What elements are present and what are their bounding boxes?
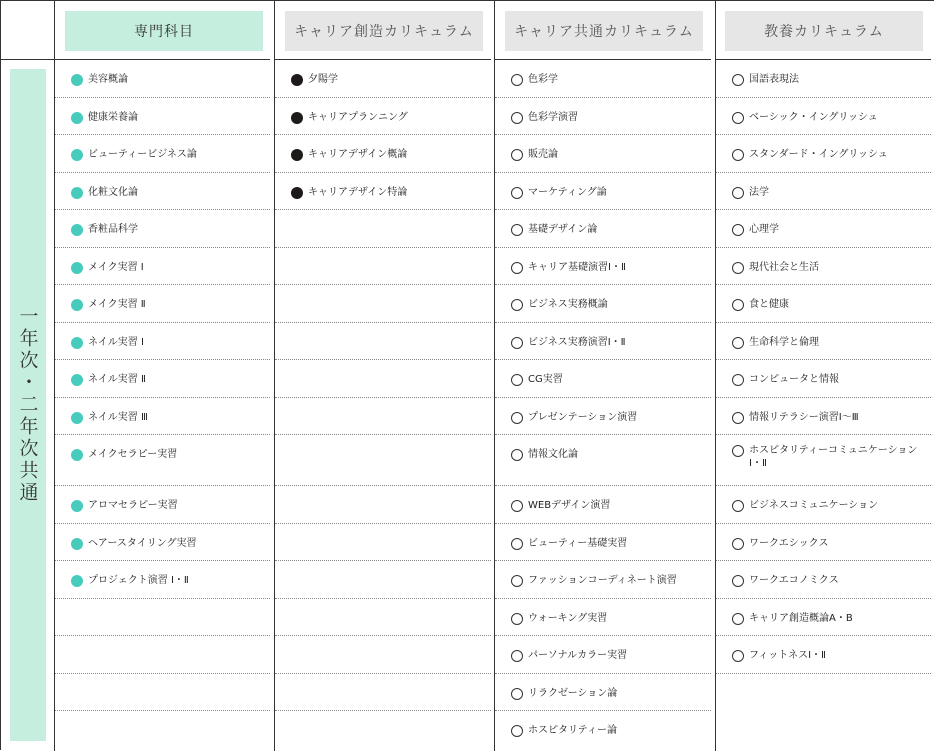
filled-circle-icon xyxy=(71,500,83,512)
item-label: パーソナルカラー実習 xyxy=(528,650,628,661)
circle-outline-icon xyxy=(511,575,523,587)
filled-circle-icon xyxy=(71,538,83,550)
empty-row xyxy=(275,435,491,486)
circle-outline-icon xyxy=(511,412,523,424)
list-item xyxy=(55,360,270,398)
list-item xyxy=(716,210,931,248)
item-label: ヘアースタイリング実習 xyxy=(88,538,197,549)
item-label: メイク実習 Ⅱ xyxy=(88,299,146,310)
circle-outline-icon xyxy=(511,224,523,236)
list-item xyxy=(716,636,931,674)
list-item xyxy=(716,524,931,561)
circle-outline-icon xyxy=(511,262,523,274)
item-label: キャリアデザイン特論 xyxy=(308,187,408,198)
list-item xyxy=(55,173,270,210)
circle-outline-icon xyxy=(511,337,523,349)
list-item xyxy=(716,599,931,636)
list-item xyxy=(495,636,711,674)
filled-circle-icon xyxy=(71,449,83,461)
list-item xyxy=(716,285,931,323)
filled-circle-icon xyxy=(71,262,83,274)
item-label: ビジネス実務演習Ⅰ・Ⅱ xyxy=(528,337,626,348)
circle-outline-icon xyxy=(511,374,523,386)
item-label: 色彩学演習 xyxy=(528,112,578,123)
circle-outline-icon xyxy=(511,538,523,550)
item-label: マーケティング論 xyxy=(528,187,607,198)
item-label: アロマセラピー実習 xyxy=(88,500,178,511)
item-label: プロジェクト演習 Ⅰ・Ⅱ xyxy=(88,575,189,586)
empty-row xyxy=(55,636,270,674)
list-item xyxy=(495,398,711,435)
item-label: 色彩学 xyxy=(528,74,558,85)
list-item xyxy=(716,398,931,435)
item-label: ウォーキング実習 xyxy=(528,613,608,624)
circle-outline-icon xyxy=(511,187,523,199)
list-item xyxy=(716,98,931,135)
item-label: ビューティービジネス論 xyxy=(88,149,197,160)
item-label: キャリアデザイン概論 xyxy=(308,149,408,160)
list-item xyxy=(55,285,270,323)
item-label: 心理学 xyxy=(749,224,779,235)
list-item xyxy=(275,98,491,135)
list-item xyxy=(716,323,931,360)
filled-circle-icon xyxy=(71,74,83,86)
item-label: 食と健康 xyxy=(749,299,789,310)
empty-row xyxy=(275,398,491,435)
item-label: 夕陽学 xyxy=(308,74,338,85)
table-corner xyxy=(1,1,54,59)
circle-outline-icon xyxy=(732,187,744,199)
circle-outline-icon xyxy=(732,74,744,86)
list-item xyxy=(716,360,931,398)
item-label: ホスピタリティー論 xyxy=(528,725,617,736)
circle-outline-icon xyxy=(732,112,744,124)
item-label: ファッションコーディネート演習 xyxy=(528,575,677,586)
empty-row xyxy=(275,210,491,248)
item-label: WEBデザイン演習 xyxy=(528,500,611,511)
list-item xyxy=(55,210,270,248)
item-label: フィットネスⅠ・Ⅱ xyxy=(749,650,826,661)
list-item xyxy=(275,60,491,98)
circle-outline-icon xyxy=(732,299,744,311)
item-label: ネイル実習 Ⅲ xyxy=(88,412,148,423)
list-item xyxy=(495,674,711,711)
empty-row xyxy=(275,486,491,524)
corner-divider xyxy=(1,59,55,60)
circle-outline-icon xyxy=(732,149,744,161)
filled-circle-icon xyxy=(71,149,83,161)
item-label: 健康栄養論 xyxy=(88,112,138,123)
circle-outline-icon xyxy=(732,500,744,512)
circle-outline-icon xyxy=(732,445,744,457)
filled-circle-icon xyxy=(71,224,83,236)
item-label: スタンダード・イングリッシュ xyxy=(749,149,888,160)
circle-outline-icon xyxy=(732,262,744,274)
filled-circle-icon xyxy=(291,149,303,161)
item-label: 情報リテラシー演習Ⅰ〜Ⅲ xyxy=(749,412,859,423)
filled-circle-icon xyxy=(291,112,303,124)
item-label: メイク実習 Ⅰ xyxy=(88,262,144,273)
list-item xyxy=(716,135,931,173)
empty-row xyxy=(55,674,270,711)
empty-row xyxy=(275,524,491,561)
item-label: プレゼンテーション演習 xyxy=(528,412,638,423)
column-senmon xyxy=(55,60,270,711)
empty-row xyxy=(275,285,491,323)
column-career-souzou xyxy=(275,60,491,711)
circle-outline-icon xyxy=(511,74,523,86)
list-item xyxy=(495,360,711,398)
header-career-kyoutsu: キャリア共通カリキュラム xyxy=(505,11,703,51)
list-item xyxy=(495,561,711,599)
list-item xyxy=(55,524,270,561)
list-item xyxy=(275,173,491,210)
circle-outline-icon xyxy=(732,650,744,662)
circle-outline-icon xyxy=(732,613,744,625)
item-label: コンピュータと情報 xyxy=(749,374,839,385)
list-item xyxy=(716,435,931,486)
list-item xyxy=(55,98,270,135)
item-label: 香粧品科学 xyxy=(88,224,138,235)
empty-row xyxy=(275,248,491,285)
filled-circle-icon xyxy=(71,575,83,587)
filled-circle-icon xyxy=(71,299,83,311)
list-item xyxy=(495,173,711,210)
empty-row xyxy=(275,323,491,360)
list-item xyxy=(495,98,711,135)
filled-circle-icon xyxy=(291,187,303,199)
item-label: ネイル実習 Ⅱ xyxy=(88,374,146,385)
header-career-souzou: キャリア創造カリキュラム xyxy=(285,11,483,51)
circle-outline-icon xyxy=(511,688,523,700)
circle-outline-icon xyxy=(732,575,744,587)
empty-row xyxy=(275,561,491,599)
circle-outline-icon xyxy=(511,449,523,461)
list-item xyxy=(716,486,931,524)
circle-outline-icon xyxy=(732,412,744,424)
item-label: CG実習 xyxy=(528,374,563,385)
item-label: ホスピタリティーコミュニケーションⅠ・Ⅱ xyxy=(749,445,918,469)
list-item xyxy=(495,435,711,486)
list-item xyxy=(55,60,270,98)
item-label: ベーシック・イングリッシュ xyxy=(749,112,878,123)
list-item xyxy=(55,135,270,173)
list-item xyxy=(495,711,711,751)
list-item xyxy=(716,561,931,599)
item-label: 販売論 xyxy=(528,149,558,160)
empty-row xyxy=(55,599,270,636)
circle-outline-icon xyxy=(732,374,744,386)
item-label: ネイル実習 Ⅰ xyxy=(88,337,144,348)
empty-row xyxy=(275,360,491,398)
circle-outline-icon xyxy=(511,149,523,161)
list-item xyxy=(495,524,711,561)
item-label: ビューティー基礎実習 xyxy=(528,538,628,549)
filled-circle-icon xyxy=(71,412,83,424)
list-item xyxy=(716,248,931,285)
column-kyouyou xyxy=(716,60,931,674)
item-label: 法学 xyxy=(749,187,769,198)
item-label: 化粧文化論 xyxy=(88,187,138,198)
circle-outline-icon xyxy=(511,725,523,737)
circle-outline-icon xyxy=(511,613,523,625)
circle-outline-icon xyxy=(511,112,523,124)
empty-row xyxy=(275,636,491,674)
empty-row xyxy=(275,599,491,636)
item-label: キャリアプランニング xyxy=(308,112,408,123)
list-item xyxy=(495,210,711,248)
list-item xyxy=(55,561,270,599)
item-label: ビジネスコミュニケーション xyxy=(749,500,879,511)
empty-row xyxy=(275,674,491,711)
circle-outline-icon xyxy=(511,500,523,512)
list-item xyxy=(495,135,711,173)
list-item xyxy=(55,323,270,360)
list-item xyxy=(495,599,711,636)
item-label: 生命科学と倫理 xyxy=(749,337,819,348)
list-item xyxy=(495,486,711,524)
column-career-kyoutsu xyxy=(495,60,711,751)
item-label: ビジネス実務概論 xyxy=(528,299,608,310)
circle-outline-icon xyxy=(511,299,523,311)
filled-circle-icon xyxy=(291,74,303,86)
filled-circle-icon xyxy=(71,187,83,199)
list-item xyxy=(55,398,270,435)
filled-circle-icon xyxy=(71,374,83,386)
item-label: 基礎デザイン論 xyxy=(528,224,598,235)
year-side-text: 一年次・二年次共通 xyxy=(16,306,39,504)
item-label: 国語表現法 xyxy=(749,74,799,85)
item-label: 情報文化論 xyxy=(528,449,578,460)
filled-circle-icon xyxy=(71,112,83,124)
list-item xyxy=(495,60,711,98)
list-item xyxy=(55,435,270,486)
circle-outline-icon xyxy=(511,650,523,662)
item-label: ワークエコノミクス xyxy=(749,575,839,586)
circle-outline-icon xyxy=(732,337,744,349)
list-item xyxy=(495,323,711,360)
list-item xyxy=(275,135,491,173)
header-kyouyou: 教養カリキュラム xyxy=(725,11,923,51)
circle-outline-icon xyxy=(732,538,744,550)
item-label: キャリア創造概論A・B xyxy=(749,613,853,624)
item-label: ワークエシックス xyxy=(749,538,829,549)
year-side-label xyxy=(10,69,46,741)
list-item xyxy=(495,285,711,323)
header-senmon: 専門科目 xyxy=(65,11,263,51)
circle-outline-icon xyxy=(732,224,744,236)
filled-circle-icon xyxy=(71,337,83,349)
item-label: キャリア基礎演習Ⅰ・Ⅱ xyxy=(528,262,626,273)
list-item xyxy=(55,486,270,524)
item-label: リラクゼーション論 xyxy=(528,688,618,699)
list-item xyxy=(716,60,931,98)
list-item xyxy=(716,173,931,210)
item-label: 現代社会と生活 xyxy=(749,262,819,273)
list-item xyxy=(55,248,270,285)
list-item xyxy=(495,248,711,285)
item-label: メイクセラピー実習 xyxy=(88,449,178,460)
item-label: 美容概論 xyxy=(88,74,128,85)
